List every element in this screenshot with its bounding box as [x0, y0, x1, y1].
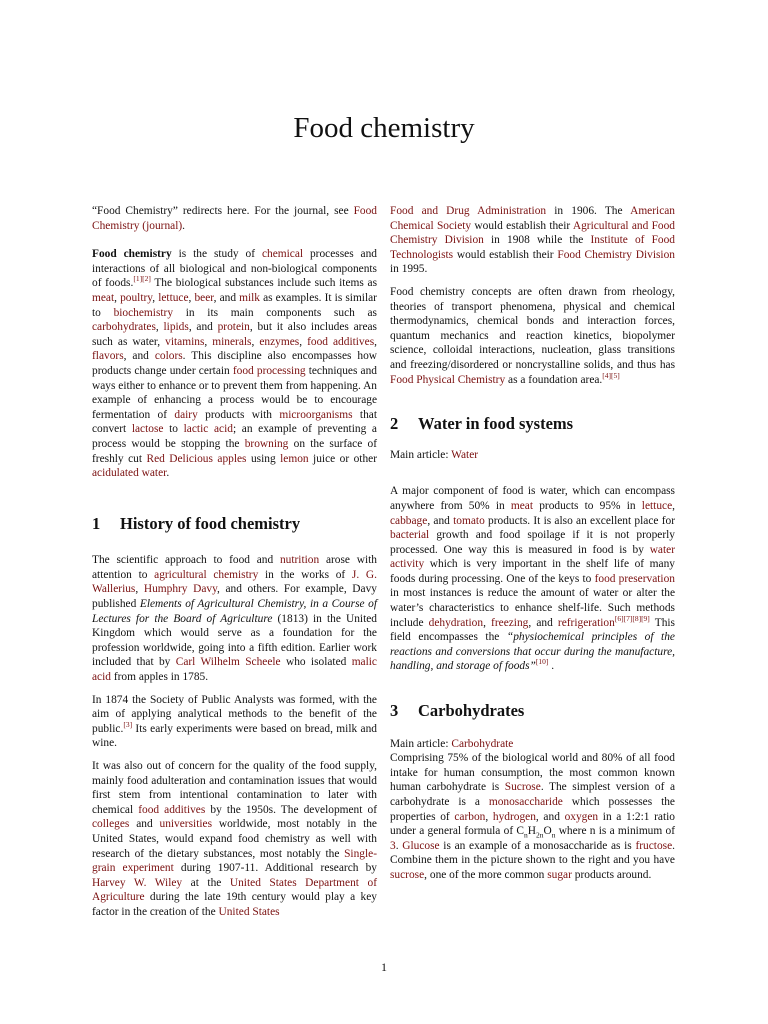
- link-carbohydrate[interactable]: Carbohydrate: [451, 737, 514, 750]
- text: arose with attention to: [92, 554, 377, 581]
- history-paragraph-1: [92, 553, 377, 684]
- text: . This discipline also encompasses how products change under certain: [92, 350, 377, 377]
- hatnote-link[interactable]: Food Chemistry (journal): [92, 205, 377, 232]
- link-acs[interactable]: American Chemical Society: [390, 205, 675, 232]
- text: techniques and ways either to enhance or to prevent them from happening. An example of enhancing a process would be to encourage fermentation of: [92, 364, 377, 421]
- text: which is very important in the shelf life of many foods during processing. One of the keys to: [390, 558, 675, 585]
- text: in the works of: [258, 568, 352, 581]
- text: where n is a minimum of: [555, 825, 675, 838]
- section-number: 1: [92, 513, 101, 533]
- link-scheele[interactable]: Carl Wilhelm Scheele: [175, 656, 281, 669]
- link-water-activity[interactable]: water activity: [390, 543, 675, 571]
- link-meat[interactable]: meat: [92, 291, 115, 304]
- water-paragraph: [390, 484, 675, 674]
- text: Its early experiments were based on bread, milk and wine.: [92, 722, 377, 750]
- page-title: Food chemistry: [293, 112, 475, 144]
- link-food-processing[interactable]: food processing: [232, 364, 306, 377]
- text: as examples. It is similar to: [92, 291, 377, 319]
- text: in 1906. The: [546, 205, 631, 217]
- book-title: Elements of Agricultural Chemistry, in a Course of Lectures for the Board of Agriculture: [92, 598, 377, 625]
- citation[interactable]: [3]: [123, 720, 133, 730]
- link-milk[interactable]: milk: [239, 291, 260, 304]
- text: by the 1950s. The development of: [205, 803, 377, 816]
- text: ,: [485, 810, 493, 823]
- link-protein[interactable]: protein: [217, 321, 250, 334]
- text: in 1908 while the: [483, 234, 591, 247]
- history-paragraph-3: [92, 759, 377, 920]
- text: to: [163, 423, 184, 436]
- link-monosaccharide[interactable]: monosaccharide: [488, 796, 563, 808]
- link-lactic-acid[interactable]: lactic acid: [183, 423, 233, 436]
- concepts-paragraph: [390, 285, 675, 387]
- hatnote-end: .: [182, 219, 186, 232]
- main-article-note: [390, 448, 675, 463]
- text: This field encompasses the: [390, 616, 675, 644]
- text: .: [166, 467, 170, 480]
- text: would establish their: [471, 219, 573, 232]
- text: , and: [535, 810, 565, 823]
- text: .: [548, 660, 555, 673]
- link-fructose[interactable]: fructose: [635, 839, 673, 852]
- text: products around.: [571, 868, 652, 881]
- text: Main article:: [390, 448, 452, 461]
- text: products with: [197, 408, 280, 421]
- link-tomato[interactable]: tomato: [453, 514, 485, 527]
- link-oxygen[interactable]: oxygen: [564, 810, 599, 823]
- text: and: [129, 818, 160, 831]
- link-food-additives[interactable]: food additives: [138, 803, 206, 816]
- text: products. It is also an excellent place for: [484, 514, 675, 527]
- link-lettuce[interactable]: lettuce: [641, 499, 673, 512]
- text: ,: [672, 499, 675, 512]
- quote: “physiochemical principles of the reactions and conversions that occur during the manufacture, handling, and storage of foods”: [390, 631, 675, 673]
- text: ,: [299, 335, 308, 348]
- citation[interactable]: [10]: [535, 657, 549, 667]
- text: ,: [251, 335, 260, 348]
- text: processes and interactions of all biological and non-biological components of foods.: [92, 248, 377, 290]
- link-bacterial[interactable]: bacterial: [390, 529, 430, 542]
- subscript: 2n: [535, 830, 544, 840]
- link-microorganisms[interactable]: microorganisms: [279, 408, 353, 421]
- text: during 1907-11. Additional research by: [173, 862, 377, 875]
- section-number: 2: [390, 414, 399, 434]
- text: as a foundation area.: [505, 373, 603, 386]
- link-minerals[interactable]: minerals: [212, 335, 252, 348]
- citation[interactable]: [4][5]: [602, 370, 620, 380]
- text: In 1874 the Society of Public Analysts was formed, with the aim of applying analytical methods to the benefit of the public.: [92, 693, 377, 735]
- text: worldwide, most notably in the United States, would expand food chemistry as well with research of the dietary substances, most notably the: [92, 818, 377, 860]
- text: juice or other: [308, 452, 377, 465]
- link-lipids[interactable]: lipids: [163, 321, 189, 334]
- text: using: [246, 452, 281, 465]
- text: ,: [374, 335, 377, 348]
- text: Main article:: [390, 737, 452, 750]
- main-article-note: [390, 737, 675, 752]
- link-sucrose[interactable]: Sucrose: [504, 781, 541, 794]
- link-food-preservation[interactable]: food preservation: [594, 572, 675, 585]
- link-beer[interactable]: beer: [194, 291, 214, 304]
- link-colleges[interactable]: colleges: [92, 818, 130, 831]
- subscript: n: [523, 830, 528, 840]
- section-title: History of food chemistry: [120, 513, 301, 533]
- text: . Combine them in the picture shown to the right and you have: [390, 839, 675, 867]
- text: (1813) in the United Kingdom which would serve as a foundation for the profession worldwide, going into a fifth edition. Earlier work included that by: [92, 612, 377, 669]
- link-usda[interactable]: United States Department of Agriculture: [92, 876, 377, 904]
- link-agricultural-chemistry[interactable]: agricultural chemistry: [154, 568, 259, 581]
- link-poultry[interactable]: poultry: [120, 291, 153, 304]
- carbohydrates-paragraph: [390, 751, 675, 882]
- section-heading-history: [92, 513, 377, 533]
- text: The scientific approach to food and: [92, 554, 280, 567]
- text: , one of the more common: [424, 868, 548, 881]
- link-red-delicious[interactable]: Red Delicious apples: [146, 452, 247, 465]
- link-sucrose[interactable]: sucrose: [390, 868, 425, 881]
- history-continued-paragraph: [390, 204, 675, 277]
- link-browning[interactable]: browning: [244, 437, 289, 450]
- link-vitamins[interactable]: vitamins: [165, 335, 205, 348]
- link-food-additives[interactable]: food additives: [307, 335, 375, 348]
- link-flavors[interactable]: flavors: [92, 350, 124, 363]
- link-humphry-davy[interactable]: Humphry Davy: [143, 583, 218, 596]
- section-heading-carbohydrates: [390, 701, 675, 721]
- link-dehydration[interactable]: dehydration: [428, 616, 484, 629]
- text: during the late 19th century would play a key factor in the creation of the: [92, 891, 377, 918]
- text: . The simplest version of a carbohydrate is a: [390, 781, 676, 808]
- text: would establish their: [453, 248, 558, 261]
- citation[interactable]: [6][7][8][9]: [614, 613, 650, 623]
- link-chemical[interactable]: chemical: [261, 248, 304, 261]
- text: is an example of a monosaccharide as is: [439, 839, 636, 852]
- text: , and: [427, 514, 454, 527]
- text: The biological substances include such items as: [150, 277, 377, 290]
- text: O: [543, 825, 552, 838]
- link-harvey-wiley[interactable]: Harvey W. Wiley: [92, 876, 183, 889]
- link-lettuce[interactable]: lettuce: [158, 291, 189, 304]
- link-biochemistry[interactable]: biochemistry: [113, 306, 174, 319]
- text: at the: [182, 876, 230, 889]
- text: which possesses the properties of: [390, 796, 675, 823]
- text: that convert: [92, 408, 377, 436]
- link-fda[interactable]: Food and Drug Administration: [390, 205, 547, 217]
- text: ,: [155, 321, 164, 334]
- text: growth and food spoilage if it is not properly processed. One way this is measured in food is by: [390, 529, 675, 556]
- text: in most instances is reduce the amount of water or alter the water’s characteristics to enhance shelf-life. Such methods include: [390, 587, 675, 629]
- link-lactose[interactable]: lactose: [131, 423, 164, 436]
- link-universities[interactable]: universities: [159, 818, 213, 831]
- text: in 1995.: [390, 263, 428, 276]
- text: who isolated: [280, 656, 352, 669]
- link-water[interactable]: Water: [451, 448, 479, 461]
- text: Comprising 75% of the biological world and 80% of all food intake for human consumption, the most common known human carbohydrate is: [390, 752, 675, 794]
- link-acidulated-water[interactable]: acidulated water: [92, 467, 167, 480]
- text: in a 1:2:1 ratio under a general formula of C: [390, 810, 675, 838]
- section-title: Water in food systems: [418, 414, 574, 434]
- link-lemon[interactable]: lemon: [280, 452, 309, 465]
- link-carbohydrates[interactable]: carbohydrates: [92, 321, 156, 334]
- link-freezing[interactable]: freezing: [491, 616, 529, 629]
- text: It was also out of concern for the quality of the food supply, mainly food adulteration and contamination issues that would first stem from intentional contamination to later with chemical: [92, 760, 377, 816]
- citation[interactable]: [1][2]: [133, 274, 151, 284]
- text: A major component of food is water, which can encompass anywhere from 50% in: [390, 485, 675, 512]
- link-carbon[interactable]: carbon: [454, 810, 486, 823]
- text: , and: [123, 350, 155, 363]
- link-wallerius[interactable]: J. G. Wallerius: [92, 568, 377, 596]
- link-meat[interactable]: meat: [510, 499, 534, 512]
- section-number: 3: [390, 701, 399, 721]
- link-enzymes[interactable]: enzymes: [259, 335, 300, 348]
- link-food-chemistry-division[interactable]: Food Chemistry Division: [557, 248, 675, 261]
- link-agfd[interactable]: Agricultural and Food Chemistry Division: [390, 219, 675, 247]
- text: in its main components such as: [173, 306, 377, 319]
- intro-paragraph: [92, 247, 377, 481]
- history-paragraph-2: [92, 693, 377, 751]
- link-colors[interactable]: colors: [154, 350, 183, 363]
- section-title: Carbohydrates: [418, 701, 525, 721]
- text: , and: [213, 291, 240, 304]
- link-nutrition[interactable]: nutrition: [279, 554, 320, 567]
- intro-term: Food chemistry: [92, 248, 172, 261]
- left-column: [92, 204, 377, 928]
- right-column: [390, 204, 675, 891]
- text: , and: [528, 616, 558, 629]
- text: , and: [188, 321, 218, 334]
- text: on the surface of freshly cut: [92, 437, 377, 465]
- text: ,: [483, 616, 492, 629]
- text: products to 95% in: [533, 499, 642, 512]
- link-sugar[interactable]: sugar: [547, 868, 572, 881]
- link-ift[interactable]: Institute of Food Technologists: [390, 234, 676, 261]
- text: , and others. For example, Davy published: [92, 583, 377, 611]
- text: ,: [204, 335, 213, 348]
- link-cabbage[interactable]: cabbage: [390, 514, 428, 527]
- text: , but it also includes areas such as water,: [92, 321, 377, 348]
- link-refrigeration[interactable]: refrigeration: [557, 616, 615, 629]
- text: ,: [135, 583, 144, 596]
- link-glucose[interactable]: Glucose: [402, 839, 440, 852]
- link-united-states[interactable]: United States: [218, 905, 280, 918]
- text: ,: [114, 291, 121, 304]
- link-malic-acid[interactable]: malic acid: [92, 656, 377, 684]
- link-single-grain[interactable]: Single-grain experiment: [92, 847, 377, 875]
- text: Food chemistry concepts are often drawn from rheology, theories of transport phenomena, physical and chemical thermodynamics, chemical bonds and interaction forces, quantum mechanics and reaction kinetics, biopolymer science, colloidal interactions, nucleation, glass transitions and freezing/disordered or noncrystalline solids, and thus has: [390, 285, 675, 371]
- link-dairy[interactable]: dairy: [174, 408, 198, 421]
- page-number: 1: [381, 960, 387, 974]
- text: ,: [188, 291, 195, 304]
- link-food-physical-chemistry[interactable]: Food Physical Chemistry: [390, 373, 506, 386]
- section-heading-water: [390, 414, 675, 434]
- subscript: n: [551, 830, 556, 840]
- text: ; an example of preventing a process would be stopping the: [92, 423, 377, 450]
- text: ,: [152, 291, 159, 304]
- text: from apples in 1785.: [110, 671, 209, 684]
- link-hydrogen[interactable]: hydrogen: [492, 810, 536, 823]
- link-3[interactable]: 3: [390, 839, 396, 852]
- hatnote-text: “Food Chemistry” redirects here. For the journal, see: [92, 205, 354, 217]
- text: H: [527, 825, 536, 838]
- hatnote: [92, 204, 377, 233]
- text: is the study of: [171, 248, 262, 261]
- text: .: [395, 839, 403, 852]
